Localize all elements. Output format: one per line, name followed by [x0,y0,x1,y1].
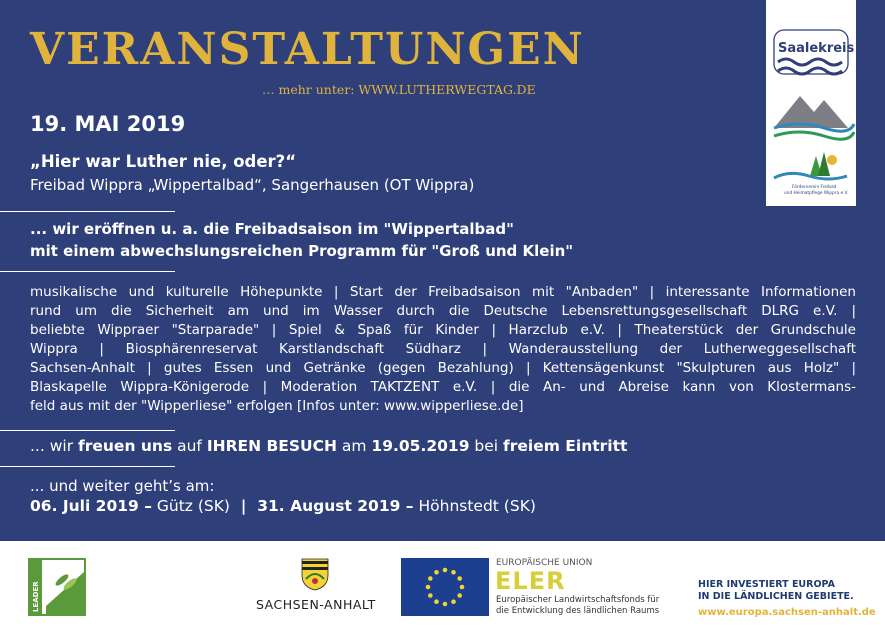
eu-star-icon [434,599,439,604]
europa-website-link[interactable]: www.europa.sachsen-anhalt.de [698,607,876,618]
divider [0,466,175,467]
visit-text: am [336,437,372,455]
divider [0,430,175,431]
saalekreis-logo-text: Saalekreis [778,41,855,56]
eu-star-icon [434,570,439,575]
next-date: 06. Juli 2019 – [30,497,152,515]
eu-star-icon [451,570,456,575]
funding-footer [0,541,885,631]
saalekreis-wave-icon [778,68,842,74]
visit-invitation [30,437,627,455]
eu-star-icon [428,576,433,581]
mountain-logo-icon [774,96,848,128]
separator: | [229,497,258,515]
next-place: Gütz (SK) [151,497,230,515]
event-subtitle: „Hier war Luther nie, oder?“ [30,152,297,171]
eu-flag-icon [401,558,489,616]
eu-star-icon [451,599,456,604]
tree-icon [818,152,830,176]
intro-line-1: ... wir eröffnen u. a. die Freibadsaison im "Wippertalbad" [30,220,514,238]
sachsen-anhalt-label: SACHSEN-ANHALT [256,597,376,612]
visit-text-bold: freiem Eintritt [503,437,628,455]
next-dates [30,497,536,515]
invest-slogan [698,579,854,603]
water-wave-icon [774,173,847,179]
event-intro [30,218,573,262]
visit-text: ... wir [30,437,78,455]
divider [0,211,175,212]
river-wave-icon [774,132,854,139]
saalekreis-wave-icon [778,59,842,65]
eu-star-icon [426,585,431,590]
description-line: rund um die Sicherheit am und im Wasser durch die Deutsche Lebensrettungsgesellschaft DLRG e.V. | [30,303,856,319]
eu-label: EUROPÄISCHE UNION [496,558,593,568]
description-line: Sachsen-Anhalt | gutes Essen und Getränke (gegen Bezahlung) | Kettensägenkunst "Skulpturen aus Holz" | [30,360,856,376]
program-description [30,283,856,416]
eu-star-icon [443,602,448,607]
eler-description-line: Europäischer Landwirtschaftsfonds für [496,595,660,605]
eu-star-icon [457,593,462,598]
visit-text: bei [469,437,504,455]
eler-logo: ELER [495,567,566,595]
visit-text-bold: freuen uns [78,437,173,455]
description-line: beliebte Wippraer "Starparade" | Spiel & Spaß für Kinder | Harzclub e.V. | Theaterstück der Grundschule [30,322,856,338]
more-info-link[interactable]: … mehr unter: WWW.LUTHERWEGTAG.DE [262,82,536,97]
event-date: 19. MAI 2019 [30,112,186,136]
intro-line-2: mit einem abwechslungsreichen Programm für "Groß und Klein" [30,242,574,260]
partner-logos-panel [766,0,856,206]
association-name: Förderverein Freibad [792,185,837,190]
description-line: Blaskapelle Wippra-Königerode | Moderation TAKTZENT e.V. | die An- und Abreise kann von Klostermans- [30,379,856,395]
visit-text: auf [172,437,207,455]
leader-logo [28,558,86,616]
description-line: musikalische und kulturelle Höhepunkte | Start der Freibadsaison mit "Anbaden" | interessante Informationen [30,284,856,300]
continuation-intro: ... und weiter geht’s am: [30,477,215,495]
visit-text-bold: IHREN BESUCH [206,437,337,455]
page-title: VERANSTALTUNGEN [30,24,585,75]
eler-description-line: die Entwicklung des ländlichen Raums [496,606,660,616]
eu-star-icon [443,568,448,573]
divider [0,271,175,272]
eler-description [496,595,659,617]
description-line: Wippra | Biosphärenreservat Karstlandschaft Südharz | Wanderausstellung der Lutherweggesellschaft [30,341,856,357]
invest-slogan-line: HIER INVESTIERT EUROPA [698,579,835,590]
eu-star-icon [428,593,433,598]
eu-star-icon [457,576,462,581]
sun-icon [827,155,837,165]
partner-logos [766,0,856,206]
eu-star-icon [460,585,465,590]
invest-slogan-line: IN DIE LÄNDLICHEN GEBIETE. [698,591,854,602]
leader-label: LEADER [32,581,40,612]
event-location: Freibad Wippra „Wippertalbad“, Sangerhausen (OT Wippra) [30,176,475,194]
association-name: und Heimatpflege Wippra e.V. [784,191,849,196]
visit-text-bold: 19.05.2019 [371,437,470,455]
description-line: feld aus mit der "Wipperliese" erfolgen [Infos unter: www.wipperliese.de] [30,398,524,414]
next-place: Höhnstedt (SK) [413,497,536,515]
sachsen-anhalt-coat-of-arms [300,557,330,591]
next-date: 31. August 2019 – [257,497,414,515]
